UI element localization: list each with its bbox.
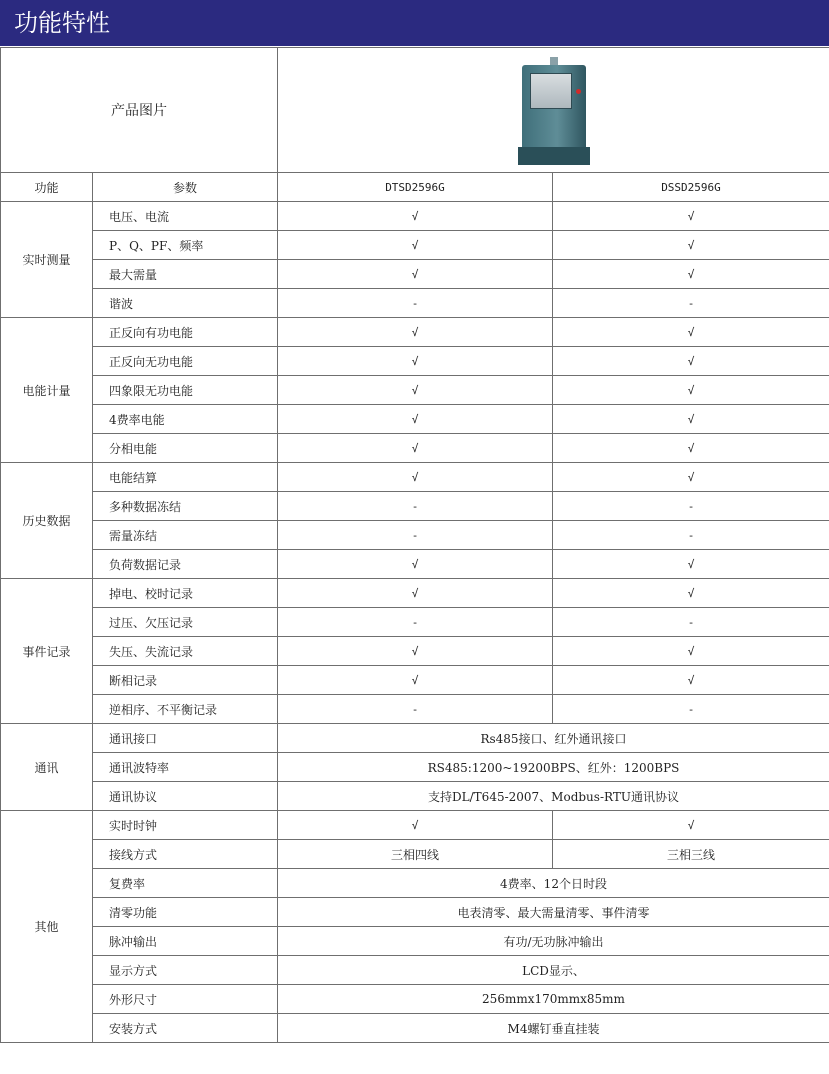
model-2-value-cell: - xyxy=(553,695,829,724)
model-1-value-cell: √ xyxy=(278,811,553,840)
table-row xyxy=(1,318,829,347)
model-1-value-cell: - xyxy=(278,492,553,521)
model-2-value-cell: √ xyxy=(553,637,829,666)
table-row xyxy=(1,840,829,869)
category-cell: 其他 xyxy=(1,811,93,1043)
table-row xyxy=(1,579,829,608)
table-row xyxy=(1,289,829,318)
model-2-value-cell: - xyxy=(553,608,829,637)
model-1-value-cell: √ xyxy=(278,347,553,376)
parameter-cell: 电能结算 xyxy=(93,463,278,492)
product-image-label: 产品图片 xyxy=(1,48,278,173)
category-cell: 历史数据 xyxy=(1,463,93,579)
model-2-value-cell: √ xyxy=(553,579,829,608)
model-2-value-cell: - xyxy=(553,521,829,550)
parameter-cell: 断相记录 xyxy=(93,666,278,695)
model-2-value-cell: √ xyxy=(553,376,829,405)
model-2-value-cell: √ xyxy=(553,463,829,492)
shared-value-cell: LCD显示、 xyxy=(278,956,829,985)
parameter-cell: 正反向有功电能 xyxy=(93,318,278,347)
parameter-cell: 脉冲输出 xyxy=(93,927,278,956)
parameter-cell: 安装方式 xyxy=(93,1014,278,1043)
model-1-value-cell: - xyxy=(278,695,553,724)
model-2-value-cell: - xyxy=(553,492,829,521)
table-row xyxy=(1,202,829,231)
parameter-cell: 逆相序、不平衡记录 xyxy=(93,695,278,724)
table-row xyxy=(1,347,829,376)
table-row xyxy=(1,521,829,550)
parameter-cell: 外形尺寸 xyxy=(93,985,278,1014)
table-row xyxy=(1,492,829,521)
model-2-value-cell: √ xyxy=(553,405,829,434)
model-1-value-cell: √ xyxy=(278,579,553,608)
header-model-1: DTSD2596G xyxy=(278,173,553,202)
parameter-cell: 通讯接口 xyxy=(93,724,278,753)
spec-table xyxy=(0,47,829,1043)
table-row xyxy=(1,231,829,260)
model-2-value-cell: √ xyxy=(553,666,829,695)
header-param: 参数 xyxy=(93,173,278,202)
table-row xyxy=(1,463,829,492)
parameter-cell: 正反向无功电能 xyxy=(93,347,278,376)
model-1-value-cell: √ xyxy=(278,550,553,579)
parameter-cell: 过压、欠压记录 xyxy=(93,608,278,637)
parameter-cell: 多种数据冻结 xyxy=(93,492,278,521)
table-row xyxy=(1,753,829,782)
parameter-cell: 显示方式 xyxy=(93,956,278,985)
model-1-value-cell: √ xyxy=(278,376,553,405)
header-row xyxy=(1,173,829,202)
table-row xyxy=(1,260,829,289)
table-row xyxy=(1,927,829,956)
table-row xyxy=(1,956,829,985)
table-row xyxy=(1,695,829,724)
parameter-cell: P、Q、PF、频率 xyxy=(93,231,278,260)
model-1-value-cell: 三相四线 xyxy=(278,840,553,869)
shared-value-cell: 电表清零、最大需量清零、事件清零 xyxy=(278,898,829,927)
parameter-cell: 接线方式 xyxy=(93,840,278,869)
model-1-value-cell: √ xyxy=(278,463,553,492)
model-1-value-cell: √ xyxy=(278,405,553,434)
parameter-cell: 复费率 xyxy=(93,869,278,898)
table-row xyxy=(1,985,829,1014)
table-row xyxy=(1,550,829,579)
model-1-value-cell: √ xyxy=(278,434,553,463)
shared-value-cell: Rs485接口、红外通讯接口 xyxy=(278,724,829,753)
model-1-value-cell: √ xyxy=(278,202,553,231)
shared-value-cell: RS485:1200~19200BPS、红外：1200BPS xyxy=(278,753,829,782)
parameter-cell: 4费率电能 xyxy=(93,405,278,434)
shared-value-cell: M4螺钉垂直挂装 xyxy=(278,1014,829,1043)
table-row xyxy=(1,434,829,463)
category-cell: 电能计量 xyxy=(1,318,93,463)
table-row xyxy=(1,724,829,753)
model-1-value-cell: √ xyxy=(278,318,553,347)
model-1-value-cell: - xyxy=(278,289,553,318)
shared-value-cell: 支持DL/T645-2007、Modbus-RTU通讯协议 xyxy=(278,782,829,811)
table-row xyxy=(1,376,829,405)
shared-value-cell: 有功/无功脉冲输出 xyxy=(278,927,829,956)
model-1-value-cell: √ xyxy=(278,666,553,695)
table-row xyxy=(1,811,829,840)
model-2-value-cell: √ xyxy=(553,260,829,289)
model-2-value-cell: √ xyxy=(553,202,829,231)
parameter-cell: 失压、失流记录 xyxy=(93,637,278,666)
model-2-value-cell: 三相三线 xyxy=(553,840,829,869)
model-2-value-cell: √ xyxy=(553,347,829,376)
category-cell: 事件记录 xyxy=(1,579,93,724)
parameter-cell: 需量冻结 xyxy=(93,521,278,550)
table-row xyxy=(1,898,829,927)
table-row xyxy=(1,666,829,695)
parameter-cell: 通讯波特率 xyxy=(93,753,278,782)
header-func: 功能 xyxy=(1,173,93,202)
table-row xyxy=(1,608,829,637)
category-cell: 通讯 xyxy=(1,724,93,811)
parameter-cell: 清零功能 xyxy=(93,898,278,927)
shared-value-cell: 256mmx170mmx85mm xyxy=(278,985,829,1014)
parameter-cell: 实时时钟 xyxy=(93,811,278,840)
parameter-cell: 四象限无功电能 xyxy=(93,376,278,405)
table-row xyxy=(1,782,829,811)
model-1-value-cell: - xyxy=(278,608,553,637)
model-2-value-cell: √ xyxy=(553,811,829,840)
product-image-row xyxy=(1,48,829,173)
model-1-value-cell: - xyxy=(278,521,553,550)
parameter-cell: 谐波 xyxy=(93,289,278,318)
model-1-value-cell: √ xyxy=(278,637,553,666)
table-row xyxy=(1,405,829,434)
model-2-value-cell: √ xyxy=(553,318,829,347)
parameter-cell: 电压、电流 xyxy=(93,202,278,231)
header-model-2: DSSD2596G xyxy=(553,173,829,202)
shared-value-cell: 4费率、12个日时段 xyxy=(278,869,829,898)
parameter-cell: 分相电能 xyxy=(93,434,278,463)
page-title: 功能特性 xyxy=(0,0,829,46)
table-row xyxy=(1,869,829,898)
parameter-cell: 通讯协议 xyxy=(93,782,278,811)
parameter-cell: 最大需量 xyxy=(93,260,278,289)
parameter-cell: 负荷数据记录 xyxy=(93,550,278,579)
model-2-value-cell: √ xyxy=(553,550,829,579)
model-1-value-cell: √ xyxy=(278,260,553,289)
parameter-cell: 掉电、校时记录 xyxy=(93,579,278,608)
model-2-value-cell: √ xyxy=(553,434,829,463)
category-cell: 实时测量 xyxy=(1,202,93,318)
model-2-value-cell: - xyxy=(553,289,829,318)
table-row xyxy=(1,637,829,666)
table-row xyxy=(1,1014,829,1043)
model-2-value-cell: √ xyxy=(553,231,829,260)
energy-meter-image xyxy=(518,55,590,165)
product-image-cell xyxy=(278,48,829,173)
model-1-value-cell: √ xyxy=(278,231,553,260)
